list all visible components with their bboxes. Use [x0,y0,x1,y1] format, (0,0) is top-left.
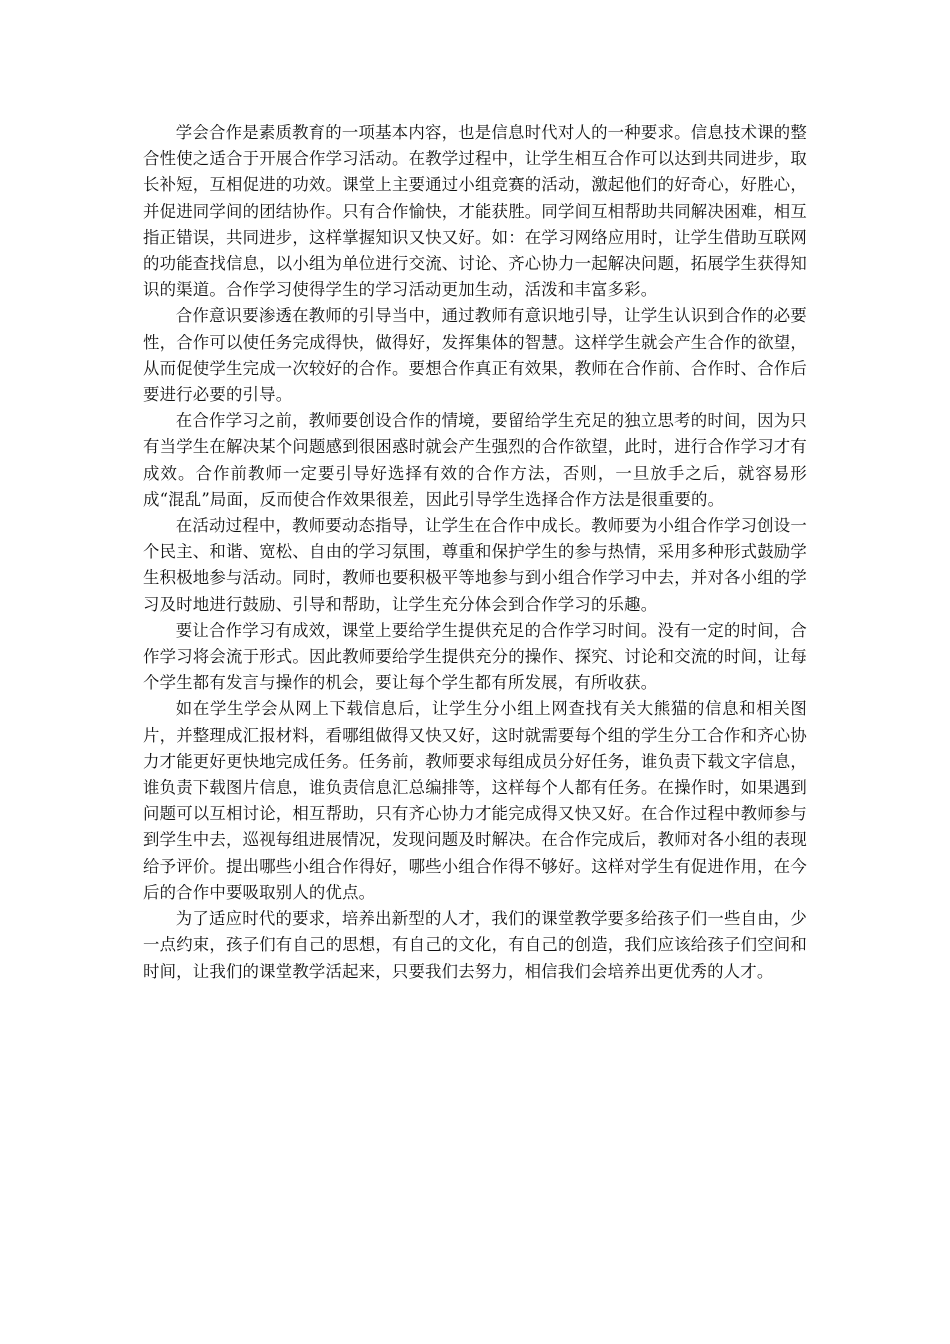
paragraph-6: 如在学生学会从网上下载信息后，让学生分小组上网查找有关大熊猫的信息和相关图片，并整理成汇报材料，看哪组做得又快又好，这时就需要每个组的学生分工合作和齐心协力才能更好更快地完成任务。任务前，教师要求每组成员分好任务，谁负责下载文字信息，谁负责下载图片信息，谁负责信息汇总编排等，这样每个人都有任务。在操作时，如果遇到问题可以互相讨论，相互帮助，只有齐心协力才能完成得又快又好。在合作过程中教师参与到学生中去，巡视每组进展情况，发现问题及时解决。在合作完成后，教师对各小组的表现给予评价。提出哪些小组合作得好，哪些小组合作得不够好。这样对学生有促进作用，在今后的合作中要吸取别人的优点。 [143,699,807,902]
paragraph-7: 为了适应时代的要求，培养出新型的人才，我们的课堂教学要多给孩子们一些自由，少一点约束，孩子们有自己的思想，有自己的文化，有自己的创造，我们应该给孩子们空间和时间，让我们的课堂教学活起来，只要我们去努力，相信我们会培养出更优秀的人才。 [143,909,807,981]
paragraph-5: 要让合作学习有成效，课堂上要给学生提供充足的合作学习时间。没有一定的时间，合作学习将会流于形式。因此教师要给学生提供充分的操作、探究、讨论和交流的时间，让每个学生都有发言与操作的机会，要让每个学生都有所发展，有所收获。 [143,620,807,693]
paragraph-2: 合作意识要渗透在教师的引导当中，通过教师有意识地引导，让学生认识到合作的必要性，合作可以使任务完成得快，做得好，发挥集体的智慧。这样学生就会产生合作的欲望，从而促使学生完成一次较好的合作。要想合作真正有效果，教师在合作前、合作时、合作后要进行必要的引导。 [143,306,807,405]
paragraph-3: 在合作学习之前，教师要创设合作的情境，要留给学生充足的独立思考的时间，因为只有当学生在解决某个问题感到很困惑时就会产生强烈的合作欲望，此时，进行合作学习才有成效。合作前教师一定要引导好选择有效的合作方法，否则，一旦放手之后，就容易形成“混乱”局面，反而使合作效果很差，因此引导学生选择合作方法是很重要的。 [143,411,807,509]
document-body [143,120,807,985]
paragraph-4: 在活动过程中，教师要动态指导，让学生在合作中成长。教师要为小组合作学习创设一个民主、和谐、宽松、自由的学习氛围，尊重和保护学生的参与热情，采用多种形式鼓励学生积极地参与活动。同时，教师也要积极平等地参与到小组合作学习中去，并对各小组的学习及时地进行鼓励、引导和帮助，让学生充分体会到合作学习的乐趣。 [143,516,807,614]
paragraph-1: 学会合作是素质教育的一项基本内容，也是信息时代对人的一种要求。信息技术课的整合性使之适合于开展合作学习活动。在教学过程中，让学生相互合作可以达到共同进步，取长补短，互相促进的功效。课堂上主要通过小组竞赛的活动，激起他们的好奇心，好胜心，并促进同学间的团结协作。只有合作愉快，才能获胜。同学间互相帮助共同解决困难，相互指正错误，共同进步，这样掌握知识又快又好。如：在学习网络应用时，让学生借助互联网的功能查找信息，以小组为单位进行交流、讨论、齐心协力一起解决问题，拓展学生获得知识的渠道。合作学习使得学生的学习活动更加生动，活泼和丰富多彩。 [143,123,807,300]
